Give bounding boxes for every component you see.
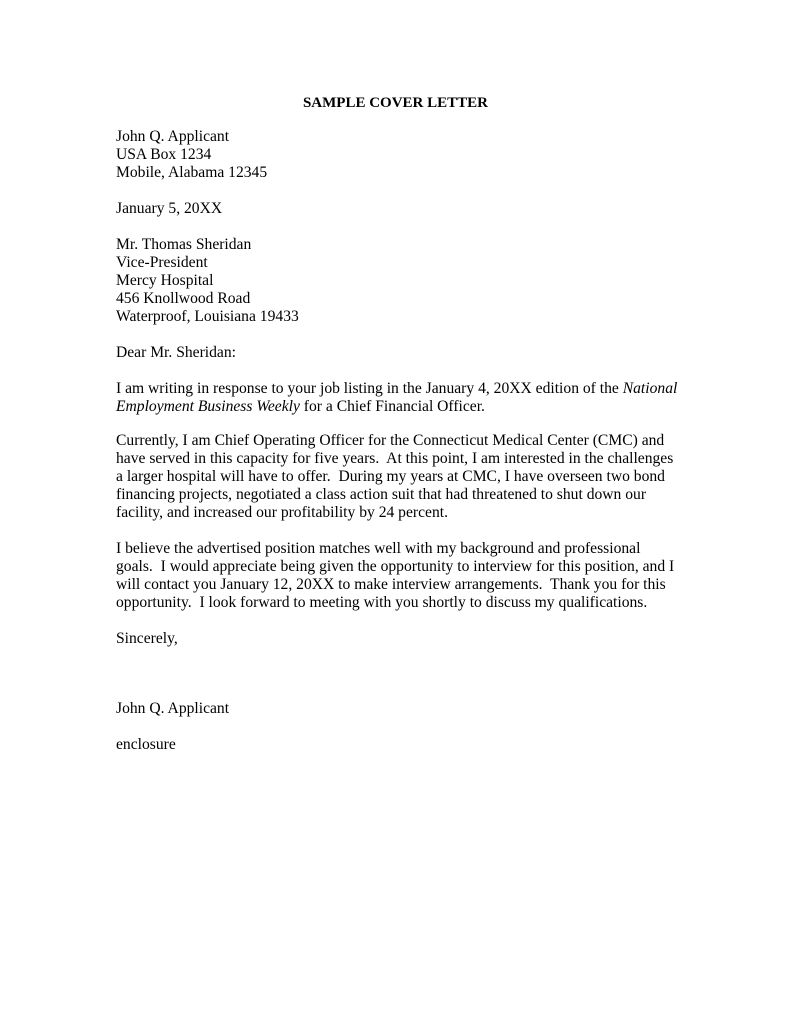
recipient-name: Mr. Thomas Sheridan	[116, 236, 252, 253]
paragraph-2-line: Currently, I am Chief Operating Officer for the Connecticut Medical Center (CMC) and	[116, 432, 665, 449]
paragraph-3-line: opportunity. I look forward to meeting with you shortly to discuss my qualifications.	[116, 594, 648, 611]
publication-name-part1: National	[622, 380, 678, 397]
signature	[116, 700, 696, 718]
recipient-street: 456 Knollwood Road	[116, 290, 251, 307]
paragraph-1	[116, 380, 696, 416]
sender-address	[116, 128, 696, 182]
date-text: January 5, 20XX	[116, 200, 223, 217]
enclosure-note	[116, 736, 696, 754]
sender-name: John Q. Applicant	[116, 128, 230, 145]
salutation	[116, 344, 696, 362]
paragraph-2-line: have served in this capacity for five years. At this point, I am interested in the challenges	[116, 450, 674, 467]
paragraph-3-line: I believe the advertised position matches well with my background and professional	[116, 540, 641, 557]
recipient-city-state-zip: Waterproof, Louisiana 19433	[116, 308, 299, 325]
recipient-address	[116, 236, 696, 326]
paragraph-2-line: financing projects, negotiated a class action suit that had threatened to shut down our	[116, 486, 647, 503]
paragraph-3	[116, 540, 696, 612]
salutation-text: Dear Mr. Sheridan:	[116, 344, 236, 361]
paragraph-2-line: a larger hospital will have to offer. During my years at CMC, I have overseen two bond	[116, 468, 665, 485]
paragraph-2	[116, 432, 696, 522]
paragraph-1-line-2-text: for a Chief Financial Officer.	[299, 398, 485, 415]
signature-name: John Q. Applicant	[116, 700, 230, 717]
closing-text: Sincerely,	[116, 630, 178, 647]
paragraph-1-line-1	[116, 380, 696, 398]
sender-address-line2: Mobile, Alabama 12345	[116, 164, 268, 181]
paragraph-1-line-2	[116, 398, 696, 416]
paragraph-2-line: facility, and increased our profitability by 24 percent.	[116, 504, 448, 521]
sender-address-line1: USA Box 1234	[116, 146, 212, 163]
enclosure-text: enclosure	[116, 736, 176, 753]
closing	[116, 630, 696, 648]
recipient-title: Vice-President	[116, 254, 208, 271]
publication-name-part2: Employment Business Weekly	[116, 398, 300, 415]
paragraph-3-line: will contact you January 12, 20XX to make interview arrangements. Thank you for this	[116, 576, 666, 593]
paragraph-3-line: goals. I would appreciate being given the opportunity to interview for this position, and I	[116, 558, 675, 575]
paragraph-1-line-1-text: I am writing in response to your job listing in the January 4, 20XX edition of the	[116, 380, 623, 397]
recipient-organization: Mercy Hospital	[116, 272, 214, 289]
letter-title: SAMPLE COVER LETTER	[302, 95, 489, 111]
letter-date	[116, 200, 696, 218]
